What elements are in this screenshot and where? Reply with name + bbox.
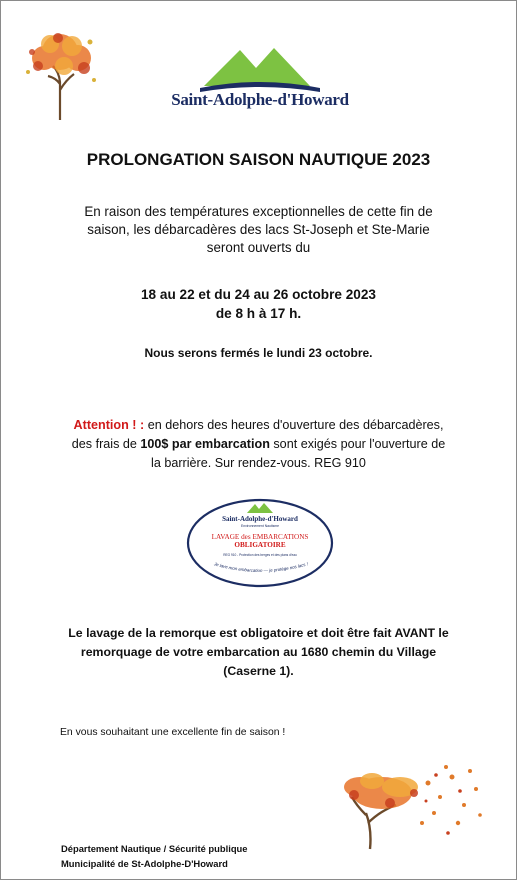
badge-line1: LAVAGE des EMBARCATIONS bbox=[211, 533, 309, 541]
department-signature bbox=[61, 841, 248, 871]
windblown-tree-illustration bbox=[330, 753, 490, 853]
attention-text: en dehors des heures d'ouverture des débarcadères, bbox=[144, 418, 444, 432]
washing-paragraph bbox=[40, 624, 477, 681]
autumn-tree-illustration bbox=[20, 22, 102, 122]
badge-line2: OBLIGATOIRE bbox=[234, 541, 286, 549]
intro-paragraph bbox=[50, 203, 467, 257]
opening-dates bbox=[0, 285, 517, 323]
badge-arc-text: Je lave mon embarcation — je protège nos lacs ! bbox=[213, 561, 309, 574]
intro-line: saison, les débarcadères des lacs St-Joseph et Ste-Marie bbox=[87, 222, 430, 237]
page-title: PROLONGATION SAISON NAUTIQUE 2023 bbox=[86, 150, 431, 169]
intro-line: seront ouverts du bbox=[206, 240, 311, 255]
badge-town: Saint-Adolphe-d'Howard bbox=[222, 515, 298, 523]
attention-text: des frais de bbox=[71, 437, 141, 451]
attention-text: la barrière. Sur rendez-vous. REG 910 bbox=[151, 456, 366, 470]
washing-line: remorquage de votre embarcation au 1680 chemin du Village bbox=[80, 645, 437, 659]
attention-paragraph bbox=[50, 416, 467, 473]
badge-subtitle: Environnement Nautisme bbox=[240, 524, 280, 528]
fee-highlight: 100$ par embarcation bbox=[140, 437, 270, 451]
municipality-line: Municipalité de St-Adolphe-D'Howard bbox=[61, 858, 228, 869]
closed-notice: Nous serons fermés le lundi 23 octobre. bbox=[144, 346, 373, 360]
badge-reg: REG 910 - Protection des berges et des plans d'eau bbox=[223, 553, 297, 557]
hours-line: de 8 h à 17 h. bbox=[215, 306, 302, 321]
dates-line: 18 au 22 et du 24 au 26 octobre 2023 bbox=[141, 287, 376, 302]
attention-label: Attention ! : bbox=[73, 418, 145, 432]
attention-text: sont exigés pour l'ouverture de bbox=[269, 437, 446, 451]
boat-washing-badge bbox=[185, 497, 335, 589]
washing-line: Le lavage de la remorque est obligatoire et doit être fait AVANT le bbox=[68, 626, 449, 640]
town-logo-name: Saint-Adolphe-d'Howard bbox=[171, 90, 349, 109]
department-line: Département Nautique / Sécurité publique bbox=[61, 843, 248, 854]
closing-wish: En vous souhaitant une excellente fin de saison ! bbox=[60, 727, 286, 738]
washing-line: (Caserne 1). bbox=[223, 664, 294, 678]
intro-line: En raison des températures exceptionnelles de cette fin de bbox=[84, 204, 433, 219]
